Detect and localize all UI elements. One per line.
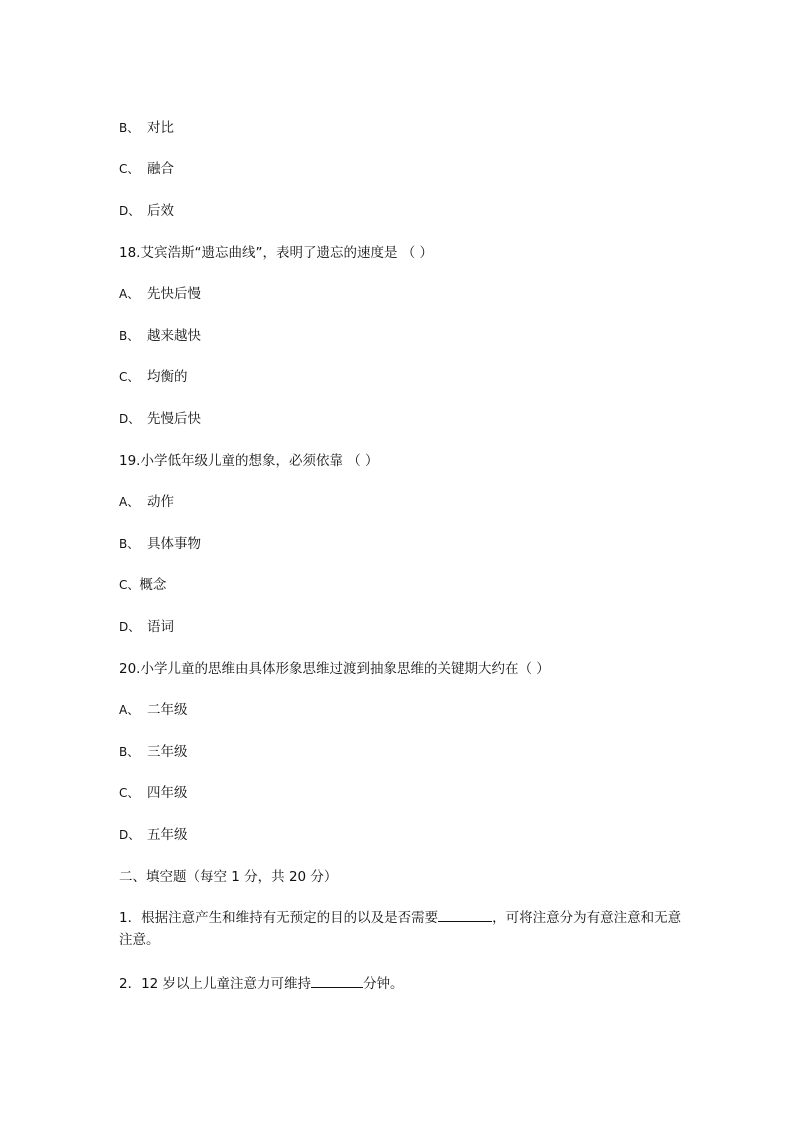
- option-text: 越来越快: [147, 328, 201, 344]
- option-key: B、: [119, 329, 140, 343]
- option-q18-c: [119, 368, 188, 386]
- option-key: C、: [119, 786, 140, 800]
- option-q20-b: [119, 743, 188, 761]
- answer-blank: [311, 973, 363, 988]
- item-text-before: 2．12 岁以上儿童注意力可维持: [119, 976, 312, 992]
- item-text-after: 分钟。: [363, 976, 404, 992]
- option-text: 三年级: [147, 744, 188, 760]
- option-key: C、: [119, 370, 140, 384]
- option-key: A、: [119, 495, 140, 509]
- option-q19-c: [119, 576, 166, 594]
- answer-blank: [438, 907, 492, 922]
- section-heading: 二、填空题（每空 1 分，共 20 分）: [119, 869, 338, 885]
- option-q20-d: [119, 826, 188, 844]
- option-key: D、: [119, 204, 141, 218]
- question-19-stem: 19.小学低年级儿童的想象，必须依靠 （ ）: [119, 453, 379, 469]
- option-q19-d: [119, 618, 174, 636]
- option-text: 四年级: [147, 785, 188, 801]
- option-key: D、: [119, 828, 141, 842]
- option-key: C、: [119, 162, 140, 176]
- option-key: A、: [119, 703, 140, 717]
- fill-blank-item-1: [119, 907, 689, 951]
- option-key: C、: [119, 578, 140, 592]
- option-q19-a: [119, 493, 174, 511]
- option-key: B、: [119, 121, 140, 135]
- option-key: A、: [119, 287, 140, 301]
- option-q17-c: [119, 160, 174, 178]
- option-q20-c: [119, 784, 188, 802]
- option-q18-b: [119, 327, 201, 345]
- item-text-after: ，可将注意分为有意注意和无意注意。: [119, 910, 682, 948]
- option-q18-a: [119, 285, 201, 303]
- option-key: D、: [119, 620, 141, 634]
- option-text: 均衡的: [147, 369, 188, 385]
- option-q17-d: [119, 202, 174, 220]
- question-18-stem: 18.艾宾浩斯“遗忘曲线”，表明了遗忘的速度是 （ ）: [119, 245, 434, 261]
- option-q18-d: [119, 410, 201, 428]
- option-key: D、: [119, 412, 141, 426]
- option-q17-b: [119, 119, 174, 137]
- question-20-stem: 20.小学儿童的思维由具体形象思维过渡到抽象思维的关键期大约在（ ）: [119, 661, 550, 677]
- option-text: 先快后慢: [147, 286, 201, 302]
- option-text: 动作: [147, 494, 174, 510]
- option-text: 概念: [139, 577, 167, 593]
- option-text: 后效: [147, 203, 174, 219]
- option-text: 语词: [147, 619, 174, 635]
- fill-blank-item-2: [119, 973, 404, 993]
- option-text: 具体事物: [147, 536, 201, 552]
- option-key: B、: [119, 745, 140, 759]
- option-text: 融合: [147, 161, 174, 177]
- option-q19-b: [119, 535, 201, 553]
- option-text: 二年级: [147, 702, 188, 718]
- item-text-before: 1．根据注意产生和维持有无预定的目的以及是否需要: [119, 910, 439, 926]
- option-text: 先慢后快: [147, 411, 201, 427]
- option-key: B、: [119, 537, 140, 551]
- option-text: 五年级: [147, 827, 188, 843]
- option-text: 对比: [147, 120, 174, 136]
- option-q20-a: [119, 701, 188, 719]
